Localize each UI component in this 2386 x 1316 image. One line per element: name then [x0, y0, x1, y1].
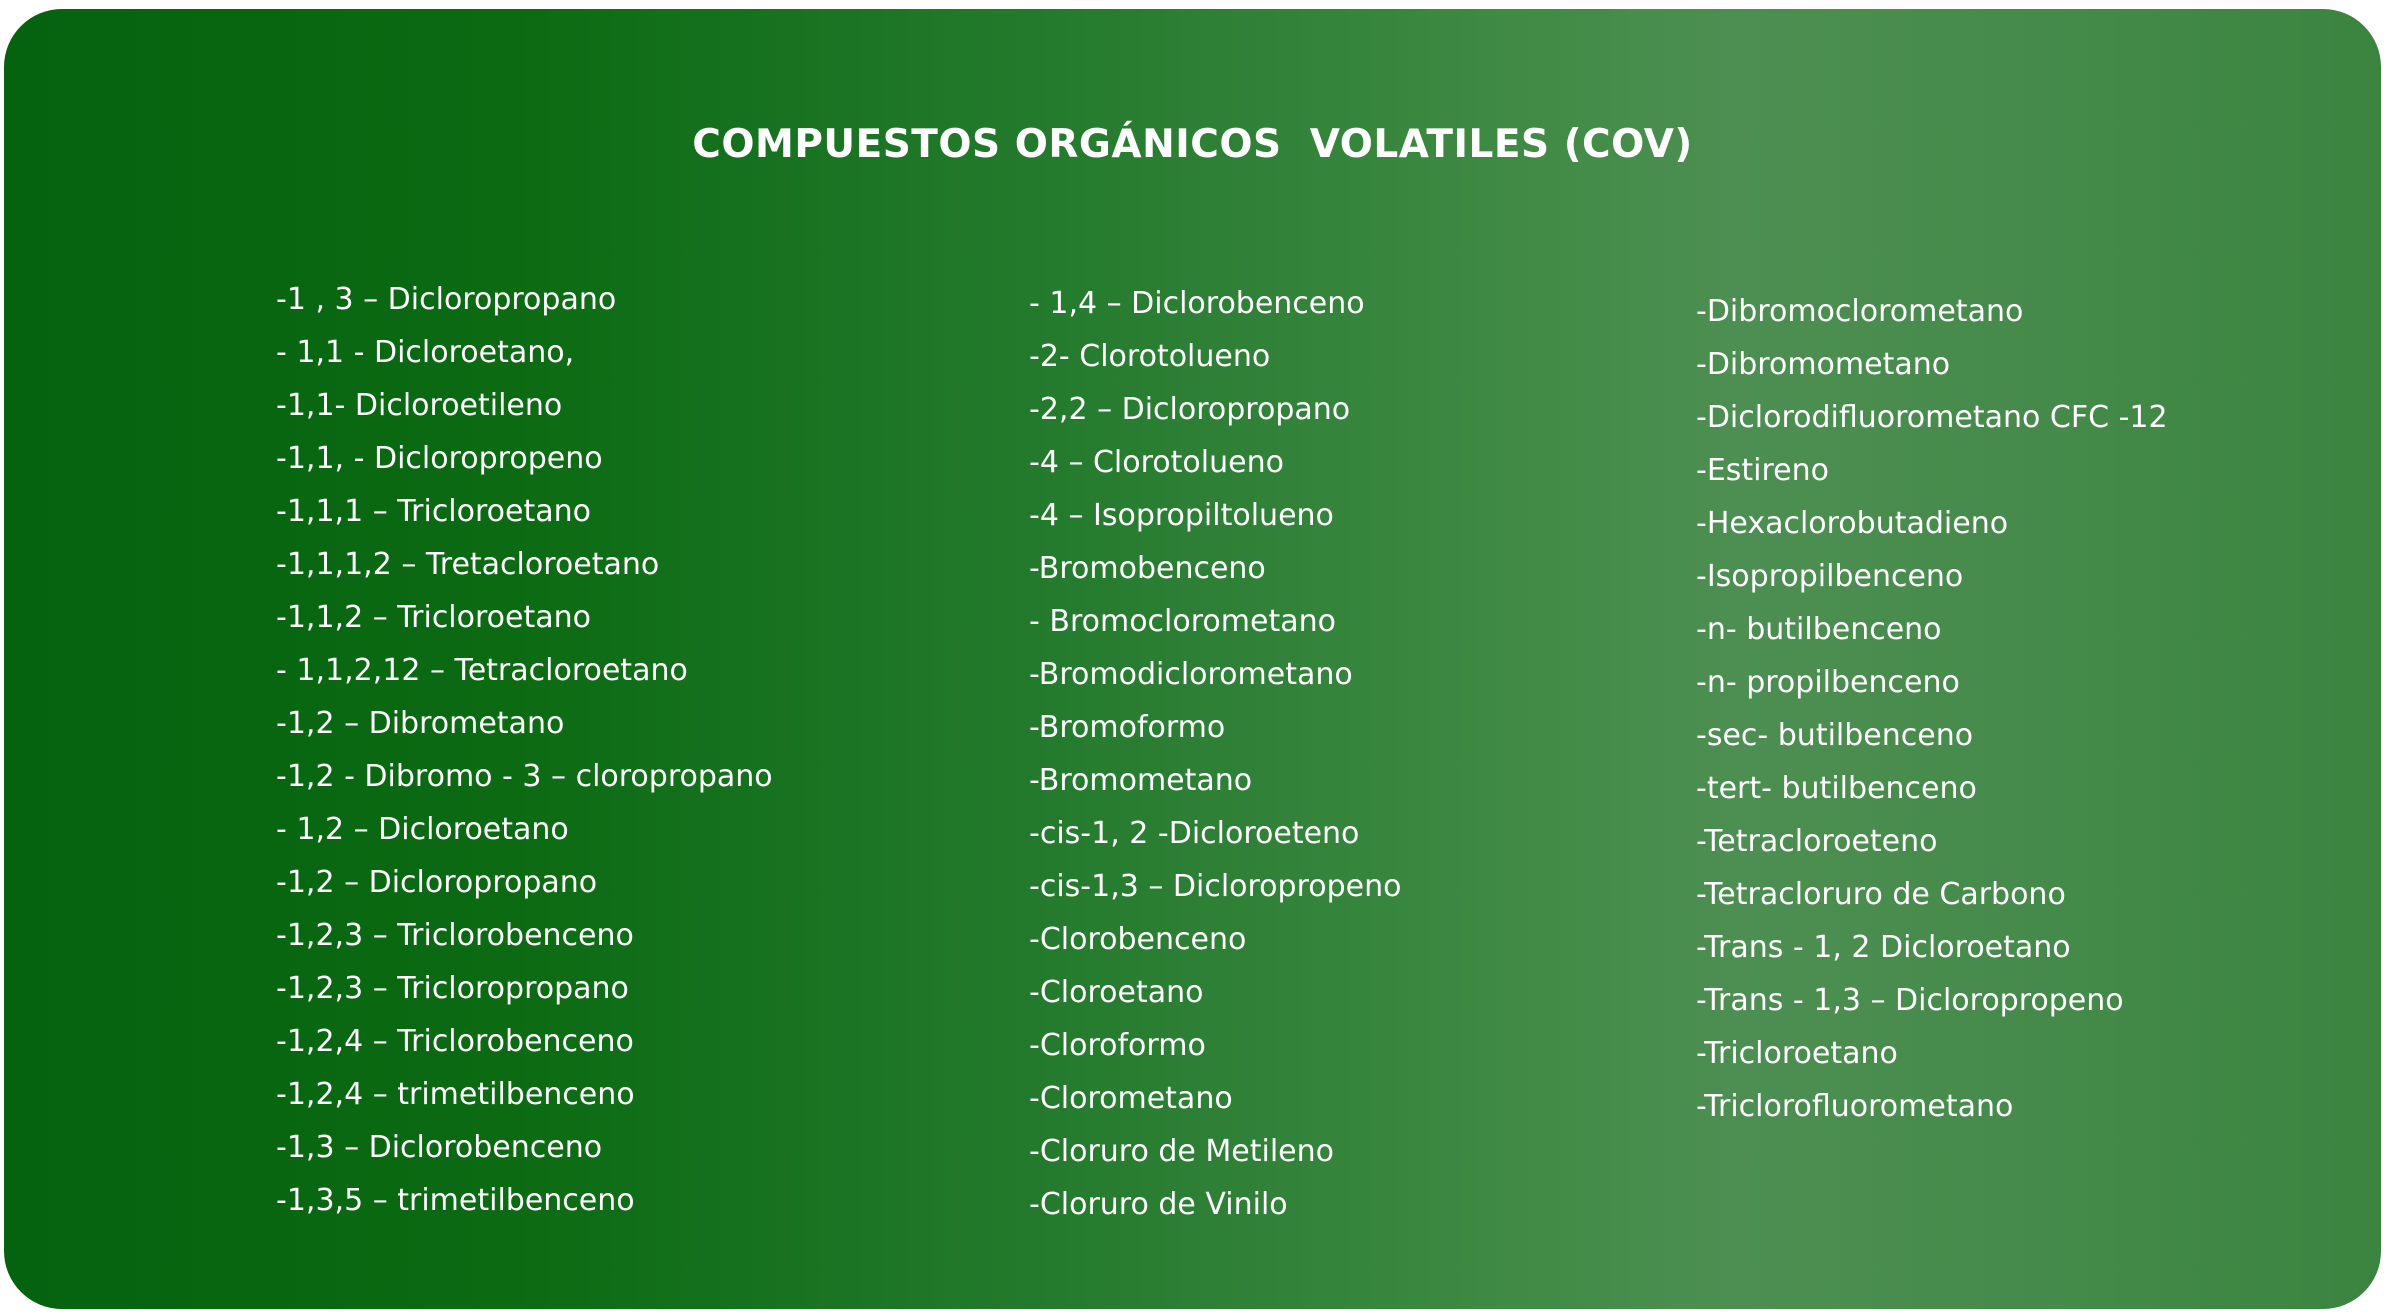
list-item: -Estireno: [1696, 453, 1830, 488]
compound-list-column-1: [276, 273, 773, 1227]
list-item: - Bromoclorometano: [1029, 604, 1336, 639]
list-item: -Trans - 1, 2 Dicloroetano: [1696, 930, 2071, 965]
list-item: -Cloruro de Vinilo: [1029, 1187, 1288, 1222]
list-item: -Diclorodifluorometano CFC -12: [1696, 400, 2168, 435]
cov-card: [4, 9, 2381, 1309]
list-item: -1,2,3 – Triclorobenceno: [276, 918, 634, 953]
list-item: -4 – Clorotolueno: [1029, 445, 1284, 480]
list-item: -Bromodiclorometano: [1029, 657, 1353, 692]
list-item: -Dibromoclorometano: [1696, 294, 2024, 329]
list-item: -Cloroetano: [1029, 975, 1204, 1010]
list-item: - 1,2 – Dicloroetano: [276, 812, 569, 847]
compound-list-column-2: [1029, 277, 1401, 1231]
list-item: -1,2 – Dicloropropano: [276, 865, 598, 900]
list-item: -sec- butilbenceno: [1696, 718, 1974, 753]
list-item: -Isopropilbenceno: [1696, 559, 1964, 594]
list-item: -2,2 – Dicloropropano: [1029, 392, 1351, 427]
list-item: -Dibromometano: [1696, 347, 1951, 382]
list-item: -cis-1,3 – Dicloropropeno: [1029, 869, 1402, 904]
list-item: -1,1- Dicloroetileno: [276, 388, 563, 423]
list-item: -Bromobenceno: [1029, 551, 1266, 586]
list-item: -1 , 3 – Dicloropropano: [276, 282, 617, 317]
list-item: -1,3 – Diclorobenceno: [276, 1130, 603, 1165]
list-item: -cis-1, 2 -Dicloroeteno: [1029, 816, 1360, 851]
list-item: -1,1,1 – Tricloroetano: [276, 494, 591, 529]
list-item: -Bromometano: [1029, 763, 1253, 798]
list-item: -Clorometano: [1029, 1081, 1233, 1116]
list-item: - 1,1,2,12 – Tetracloroetano: [276, 653, 688, 688]
page-title: COMPUESTOS ORGÁNICOS VOLATILES (COV): [692, 122, 1693, 167]
list-item: -1,2,3 – Tricloropropano: [276, 971, 629, 1006]
list-item: -1,3,5 – trimetilbenceno: [276, 1183, 635, 1218]
list-item: -tert- butilbenceno: [1696, 771, 1977, 806]
list-item: -4 – Isopropiltolueno: [1029, 498, 1334, 533]
list-item: -Cloruro de Metileno: [1029, 1134, 1335, 1169]
list-item: -1,2 – Dibrometano: [276, 706, 565, 741]
list-item: -1,1, - Dicloropropeno: [276, 441, 603, 476]
list-item: -1,2,4 – Triclorobenceno: [276, 1024, 634, 1059]
list-item: -Clorobenceno: [1029, 922, 1247, 957]
list-item: - 1,4 – Diclorobenceno: [1029, 286, 1365, 321]
list-item: -Bromoformo: [1029, 710, 1226, 745]
list-item: -1,2,4 – trimetilbenceno: [276, 1077, 635, 1112]
list-item: -Tricloroetano: [1696, 1036, 1898, 1071]
list-item: -2- Clorotolueno: [1029, 339, 1271, 374]
list-item: -1,2 - Dibromo - 3 – cloropropano: [276, 759, 773, 794]
list-item: -Hexaclorobutadieno: [1696, 506, 2009, 541]
list-item: -n- butilbenceno: [1696, 612, 1942, 647]
list-item: -1,1,1,2 – Tretacloroetano: [276, 547, 660, 582]
list-item: -Trans - 1,3 – Dicloropropeno: [1696, 983, 2124, 1018]
list-item: -n- propilbenceno: [1696, 665, 1960, 700]
list-item: -Tetracloruro de Carbono: [1696, 877, 2066, 912]
list-item: - 1,1 - Dicloroetano,: [276, 335, 575, 370]
compound-list-column-3: [1696, 285, 2168, 1133]
list-item: -1,1,2 – Tricloroetano: [276, 600, 591, 635]
list-item: -Tetracloroeteno: [1696, 824, 1938, 859]
list-item: -Triclorofluorometano: [1696, 1089, 2014, 1124]
list-item: -Cloroformo: [1029, 1028, 1206, 1063]
